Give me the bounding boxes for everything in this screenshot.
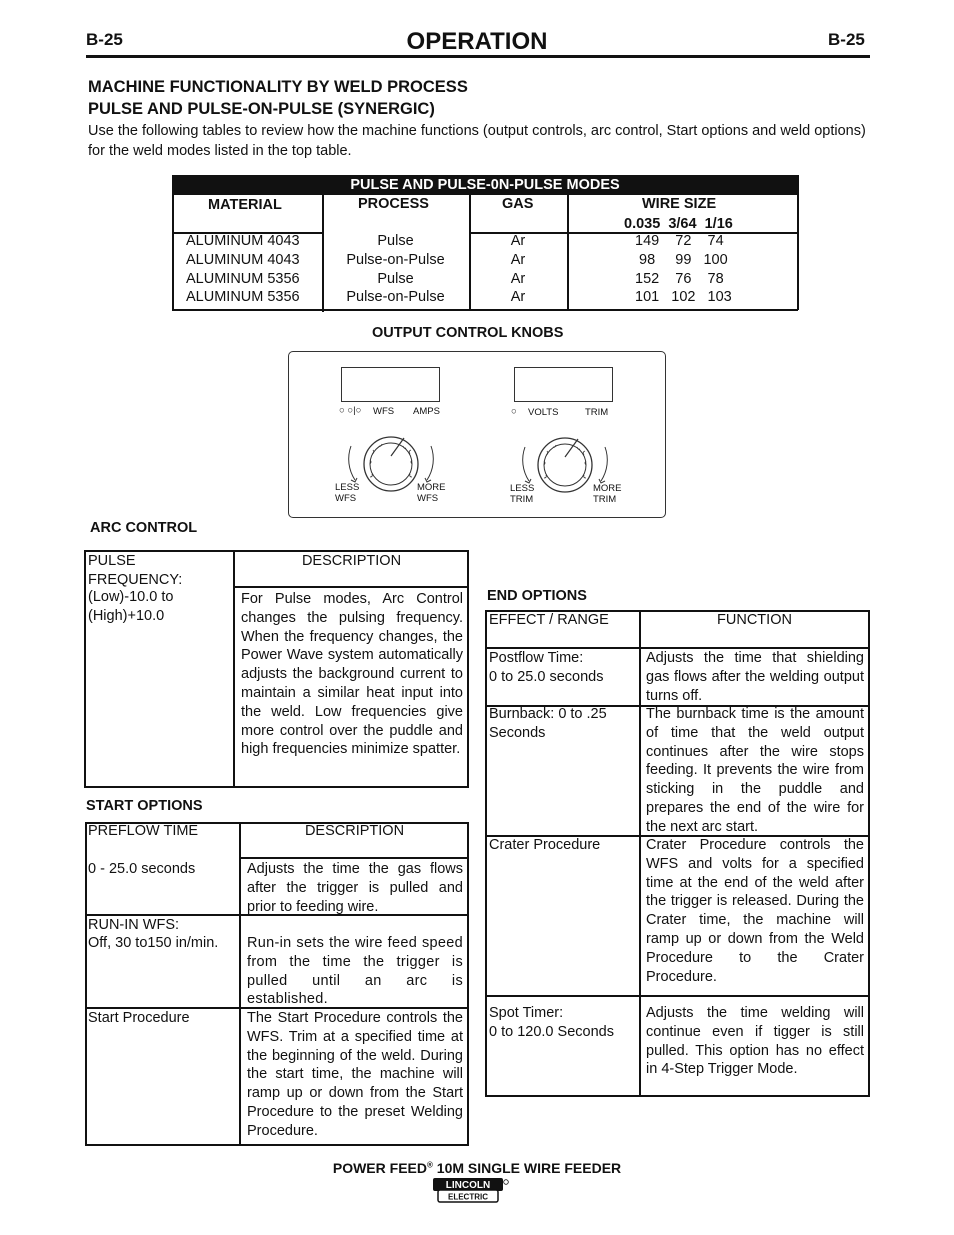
footer-product: POWER FEED [332,1160,427,1176]
row-3-material: ALUMINUM 5356 [186,271,300,287]
arc-control-head-right: DESCRIPTION [301,553,402,569]
less-trim-word: LESS [510,483,535,494]
trim-label: TRIM [585,407,609,418]
postflow-range: 0 to 25.0 seconds [489,669,604,685]
row-1-wire: 149 72 74 [635,233,724,249]
row-1-gas: Ar [510,233,526,249]
less-wfs-word: LESS [335,482,360,493]
run-in-label: RUN-IN WFS: [88,917,180,933]
page-title: OPERATION [406,28,548,55]
header-process: PROCESS [358,196,429,212]
knobs-title: OUTPUT CONTROL KNOBS [372,325,564,341]
more-wfs-label [417,482,446,504]
more-trim-word: MORE [593,483,622,494]
modes-table [172,175,798,310]
start-procedure-description: The Start Procedure controls the WFS. Trim at a specified time at the beginning of the weld. During the start time, the machine will ramp up or down from the Start Procedure to the preset Welding Procedure. [247,1010,463,1139]
start-head-right: DESCRIPTION [304,823,405,839]
less-trim-unit: TRIM [510,494,534,505]
header-rule [86,55,870,58]
output-control-panel [288,351,666,518]
more-wfs-unit: WFS [417,493,439,504]
footer-product-name [0,1160,954,1176]
crater-procedure-description: Crater Procedure controls the WFS and volts for a specified time at the end of the weld after the trigger is released. During the Crater time, the machine will ramp up or down from the Weld Procedure to the Crater Procedure. [646,837,864,985]
crater-procedure-label: Crater Procedure [489,837,601,853]
burnback-label: Burnback: 0 to .25 [489,706,607,722]
run-in-range: Off, 30 to150 in/min. [88,935,219,951]
arc-control-range: (Low)-10.0 to (High)+10.0 [88,589,174,624]
arc-control-head-left: PULSE FREQUENCY: [88,553,183,588]
page-number-right: B-25 [828,30,865,49]
volts-indicator-led-icon: ○ [511,406,517,417]
less-wfs-label [335,482,359,504]
start-options-table [85,822,470,1146]
start-head-left: PREFLOW TIME [88,823,199,839]
spot-timer-description: Adjusts the time welding will continue even if tigger is still pulled. This option has no effect in 4-Step Trigger Mode. [646,1005,864,1078]
section-subheading: PULSE AND PULSE-ON-PULSE (SYNERGIC) [88,100,435,118]
footer-registered-mark: ® [426,1160,433,1170]
end-options-table [485,610,870,1097]
postflow-label: Postflow Time: [489,650,584,666]
more-trim-label [593,483,622,505]
start-options-title: START OPTIONS [86,798,203,814]
wfs-display [341,367,440,402]
end-head-right: FUNCTION [717,612,792,628]
intro-paragraph: Use the following tables to review how the machine functions (output controls, arc control, Start options and weld options) for the weld modes listed in the top table. [88,123,866,159]
section-heading: MACHINE FUNCTIONALITY BY WELD PROCESS [88,78,468,96]
volts-label: VOLTS [528,407,559,418]
row-2-wire: 98 99 100 [639,252,728,268]
row-3-process: Pulse [377,271,414,287]
page-number-left: B-25 [86,30,123,49]
end-head-left: EFFECT / RANGE [489,612,609,628]
more-trim-unit: TRIM [593,494,617,505]
header-wire-size: WIRE SIZE [642,196,717,212]
spot-timer-range: 0 to 120.0 Seconds [489,1024,614,1040]
row-3-gas: Ar [510,271,526,287]
row-1-process: Pulse [377,233,414,249]
header-wire-columns: 0.035 3/64 1/16 [624,216,733,232]
arc-control-table [84,550,469,788]
row-2-process: Pulse-on-Pulse [346,252,445,268]
wfs-indicator-led-icon: ○ ○|○ [339,405,362,416]
header-gas: GAS [502,196,534,212]
spot-timer-label: Spot Timer: [489,1005,564,1021]
row-1-material: ALUMINUM 4043 [186,233,300,249]
burnback-unit: Seconds [489,725,546,741]
less-trim-label [510,483,534,505]
preflow-range: 0 - 25.0 seconds [88,861,196,877]
burnback-description: The burnback time is the amount of time that the weld output continues after the wire stops feeding. It prevents the wire from sticking in the puddle and prepares the end of the wire for the next arc start. [646,706,864,835]
svg-text:LINCOLN: LINCOLN [445,1180,491,1191]
row-4-wire: 101 102 103 [635,289,732,305]
row-4-material: ALUMINUM 5356 [186,289,300,305]
row-2-gas: Ar [510,252,526,268]
volts-display [514,367,613,402]
footer-product-rest: 10M SINGLE WIRE FEEDER [432,1160,622,1176]
postflow-description: Adjusts the time that shielding gas flows after the welding output turns off. [646,650,864,704]
run-in-description: Run-in sets the wire feed speed from the time the trigger is pulled until an arc is established. [247,935,463,1008]
end-options-title: END OPTIONS [487,588,587,604]
svg-text:ELECTRIC: ELECTRIC [448,1192,488,1202]
modes-table-title: PULSE AND PULSE-0N-PULSE MODES [172,175,798,195]
header-material: MATERIAL [208,197,282,213]
more-wfs-word: MORE [417,482,446,493]
arc-control-description: For Pulse modes, Arc Control changes the pulsing frequency. When the frequency changes, the Power Wave system automatically adjusts the background current to maintain a similar heat input into the weld. Low frequencies give more control over the puddle and high frequencies minimize spatter. [241,591,463,758]
wfs-label: WFS [373,406,395,417]
row-2-material: ALUMINUM 4043 [186,252,300,268]
amps-label: AMPS [413,406,440,417]
row-4-process: Pulse-on-Pulse [346,289,445,305]
row-4-gas: Ar [510,289,526,305]
row-3-wire: 152 76 78 [635,271,724,287]
preflow-description: Adjusts the time the gas flows after the trigger is pulled and prior to feeding wire. [247,861,463,915]
arc-control-title: ARC CONTROL [90,520,198,536]
start-procedure-label: Start Procedure [88,1010,190,1026]
lincoln-electric-logo [432,1177,510,1204]
less-wfs-unit: WFS [335,493,357,504]
